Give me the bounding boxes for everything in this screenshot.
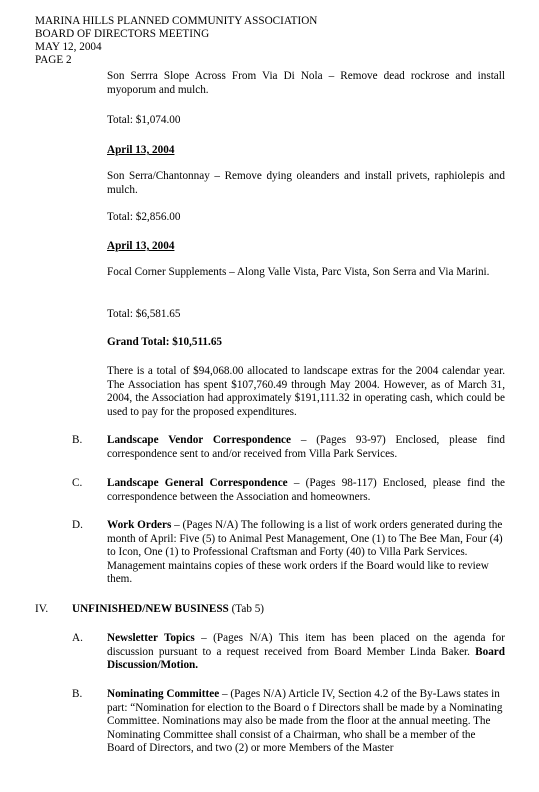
section-title: Nominating Committee [107,688,220,700]
header-meeting: BOARD OF DIRECTORS MEETING [35,28,210,40]
section-title: UNFINISHED/NEW BUSINESS [72,603,229,615]
header-date: MAY 12, 2004 [35,41,102,53]
section-numeral: IV. [35,603,49,615]
header-association: MARINA HILLS PLANNED COMMUNITY ASSOCIATION [35,15,318,27]
section-letter: B. [72,434,83,446]
summary-paragraph: There is a total of $94,068.00 allocated to landscape extras for the 2004 calendar year. The Association has spent $107,760.49 through May 2004. However, as of March 31, 2004, the Association had approximately $191,111.32 in operating cash, which could be used to pay for the proposed expenditures. [107,365,505,418]
grand-total: Grand Total: $10,511.65 [107,336,223,348]
section-text: – (Pages N/A) This item has been placed on the agenda for discussion pursuant to a request received from Board Member Linda Baker. [107,632,505,658]
section-title: Landscape General Correspondence [107,477,288,489]
section-nominating-committee [107,688,505,756]
section-letter: A. [72,632,83,644]
item-total: Total: $2,856.00 [107,211,181,223]
item-description: Focal Corner Supplements – Along Valle Vista, Parc Vista, Son Serra and Via Marini. [107,266,490,278]
item-date: April 13, 2004 [107,240,175,252]
item-total: Total: $1,074.00 [107,114,181,126]
section-title: Newsletter Topics [107,632,195,644]
section-text: – (Pages N/A) Article IV, Section 4.2 of the By-Laws states in part: “Nomination for election to the Board o f Directors shall be made by a Nominating Committee. Nominations may also be made from the floor at the annual meeting. The Nominating Committee shall consist of a Chairman, who shall be a member of the Board of Directors, and two (2) or more Members of the Master [107,688,503,755]
item-description: Son Serrra Slope Across From Via Di Nola – Remove dead rockrose and install myoporum and mulch. [107,70,505,96]
header-page: PAGE 2 [35,54,72,66]
section-text: – (Pages N/A) The following is a list of work orders generated during the month of April: Five (5) to Animal Pest Management, One (1) to The Bee Man, Four (4) to Icon, One (1) to Professional Craftsman and Forty (40) to Villa Park Services. Management maintains copies of these work orders if the Board would like to review them. [107,519,503,586]
section-text: – (Pages 98-117) Enclosed, please find the correspondence between the Association and homeowners. [107,477,505,503]
section-letter: B. [72,688,83,700]
section-title: Landscape Vendor Correspondence [107,434,291,446]
page-header [35,15,317,67]
section-letter: D. [72,519,83,531]
section-text: – (Pages 93-97) Enclosed, please find correspondence sent to and/or received from Villa Park Services. [107,434,505,460]
section-motion: Board Discussion/Motion. [107,645,505,672]
section-landscape-general [107,477,505,504]
section-letter: C. [72,477,83,489]
section-heading [72,603,264,617]
item-description: Son Serra/Chantonnay – Remove dying oleanders and install privets, raphiolepis and mulch. [107,170,505,196]
section-landscape-vendor [107,434,505,461]
section-newsletter-topics [107,632,505,673]
section-title: Work Orders [107,519,172,531]
item-total: Total: $6,581.65 [107,308,181,320]
section-tab: (Tab 5) [228,603,265,615]
item-date: April 13, 2004 [107,144,175,156]
section-work-orders [107,519,505,587]
